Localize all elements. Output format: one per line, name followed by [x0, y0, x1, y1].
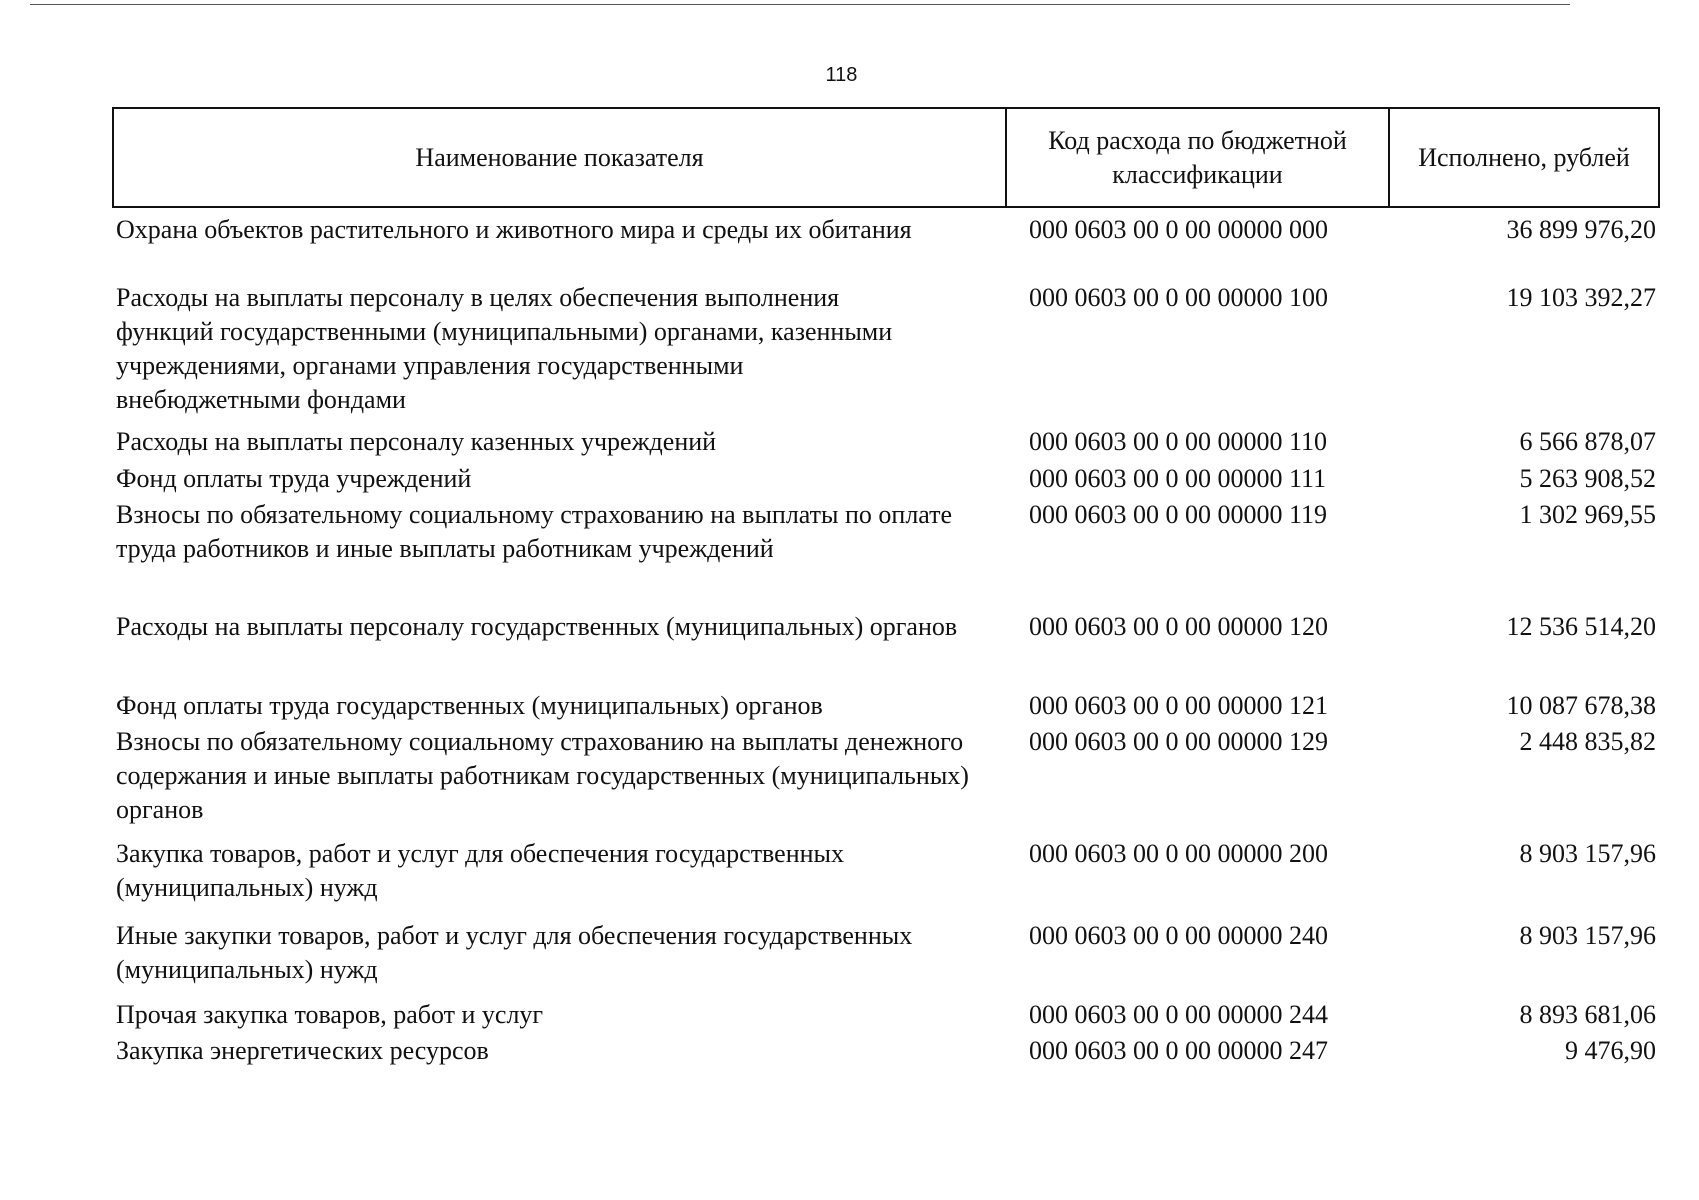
- table-header: [112, 107, 1660, 208]
- row-amount: 2 448 835,82: [1519, 727, 1656, 756]
- row-code: 000 0603 00 0 00 00000 244: [1029, 1000, 1328, 1029]
- row-name: Закупка энергетических ресурсов: [116, 1036, 489, 1065]
- header-code: Код расхода по бюджетной классификации: [1007, 109, 1390, 206]
- table-row: [112, 498, 1660, 610]
- table-row: [112, 837, 1660, 919]
- row-name: Прочая закупка товаров, работ и услуг: [116, 1000, 544, 1029]
- row-code: 000 0603 00 0 00 00000 247: [1029, 1036, 1328, 1065]
- table-row: [112, 919, 1660, 998]
- budget-table: [112, 107, 1660, 1070]
- table-row: [112, 1034, 1660, 1070]
- row-amount: 6 566 878,07: [1519, 427, 1656, 456]
- row-amount: 8 903 157,96: [1519, 921, 1656, 950]
- row-name: Расходы на выплаты персоналу казенных учреждений: [116, 427, 717, 456]
- row-code: 000 0603 00 0 00 00000 200: [1029, 839, 1328, 868]
- table-row: [112, 425, 1660, 462]
- row-amount: 12 536 514,20: [1506, 612, 1656, 641]
- row-amount: 1 302 969,55: [1519, 500, 1656, 529]
- table-row: [112, 998, 1660, 1034]
- row-amount: 10 087 678,38: [1506, 691, 1656, 720]
- row-code: 000 0603 00 0 00 00000 100: [1029, 283, 1328, 312]
- row-code: 000 0603 00 0 00 00000 121: [1029, 691, 1328, 720]
- row-amount: 5 263 908,52: [1519, 464, 1656, 493]
- row-name: Фонд оплаты труда государственных (муниципальных) органов: [116, 691, 823, 720]
- table-row: [112, 610, 1660, 689]
- page-number: [0, 64, 1699, 87]
- table-row: [112, 281, 1660, 425]
- row-code: 000 0603 00 0 00 00000 129: [1029, 727, 1328, 756]
- row-amount: 8 903 157,96: [1519, 839, 1656, 868]
- row-name: Закупка товаров, работ и услуг для обеспечения государственных (муниципальных) нужд: [116, 839, 845, 902]
- row-code: 000 0603 00 0 00 00000 120: [1029, 612, 1328, 641]
- row-code: 000 0603 00 0 00 00000 119: [1029, 500, 1328, 529]
- row-name: Взносы по обязательному социальному страхованию на выплаты по оплате труда работников и иные выплаты работникам учреждений: [116, 500, 953, 563]
- table-row: [112, 689, 1660, 725]
- header-name: Наименование показателя: [114, 109, 1007, 206]
- row-amount: 8 893 681,06: [1519, 1000, 1656, 1029]
- row-code: 000 0603 00 0 00 00000 111: [1029, 464, 1327, 493]
- table-row: [112, 462, 1660, 498]
- row-name: Расходы на выплаты персоналу государственных (муниципальных) органов: [116, 612, 958, 641]
- row-code: 000 0603 00 0 00 00000 000: [1029, 215, 1328, 244]
- top-rule: [30, 4, 1570, 5]
- row-name: Взносы по обязательному социальному страхованию на выплаты денежного содержания и иные выплаты работникам государственных (муниципальных) органов: [116, 727, 969, 824]
- row-name: Расходы на выплаты персоналу в целях обеспечения выполнения функций государственными (муниципальными) органами, казенными учреждениями, органами управления государственными внебюджетными фондами: [116, 283, 893, 414]
- row-name: Фонд оплаты труда учреждений: [116, 464, 472, 493]
- header-amount: Исполнено, рублей: [1418, 142, 1630, 172]
- table-row: [112, 213, 1660, 281]
- row-name: Охрана объектов растительного и животного мира и среды их обитания: [116, 215, 912, 244]
- row-name: Иные закупки товаров, работ и услуг для обеспечения государственных (муниципальных) нужд: [116, 921, 913, 984]
- table-row: [112, 725, 1660, 837]
- row-amount: 19 103 392,27: [1506, 283, 1656, 312]
- row-code: 000 0603 00 0 00 00000 240: [1029, 921, 1328, 950]
- row-amount: 36 899 976,20: [1506, 215, 1656, 244]
- row-code: 000 0603 00 0 00 00000 110: [1029, 427, 1328, 456]
- page-number-text: 118: [825, 64, 858, 86]
- row-amount: 9 476,90: [1565, 1036, 1656, 1065]
